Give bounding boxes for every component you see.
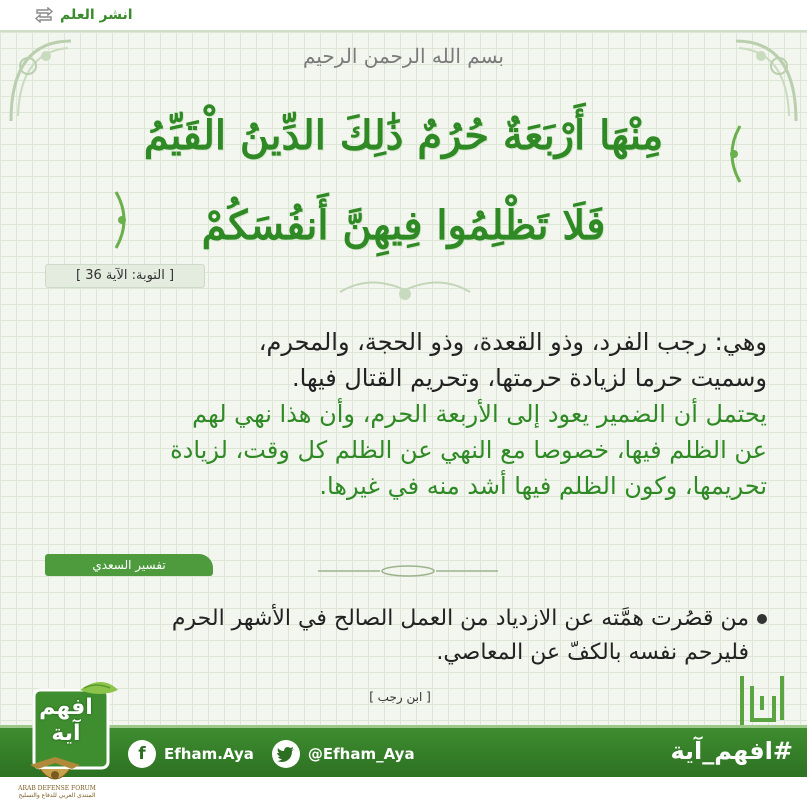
tafsir-line: تحريمها، وكون الظلم فيها أشد منه في غيرها. [319, 472, 767, 500]
share-icon [34, 7, 54, 23]
verse-bottom-ornament [330, 272, 480, 308]
verse-reference: [ التوبة: الآية 36 ] [45, 264, 205, 288]
brand-logo [38, 695, 94, 747]
ornament-divider [318, 564, 498, 578]
footer-bar [0, 725, 807, 780]
tafsir-line: عن الظلم فيها، خصوصا مع النهي عن الظلم كل وقت، لزيادة [170, 436, 767, 464]
watermark-line-2: المنتدى العربي للدفاع والتسليح [18, 792, 96, 799]
verse-card [0, 30, 807, 727]
bottom-strip [0, 777, 807, 807]
verse-line-2: فَلَا تَظْلِمُوا فِيهِنَّ أَنفُسَكُمْ [201, 202, 606, 249]
share-button[interactable] [34, 4, 133, 26]
social-links [128, 738, 425, 770]
facebook-icon[interactable]: f [128, 740, 156, 768]
facebook-handle[interactable]: Efham.Aya [164, 745, 254, 763]
brand-line-1: افهم [39, 695, 93, 720]
tafsir-text [40, 324, 767, 504]
tafsir-line: وهي: رجب الفرد، وذو القعدة، وذو الحجة، والمحرم، [258, 328, 767, 356]
twitter-icon[interactable] [272, 740, 300, 768]
verse-line-1: مِنْهَا أَرْبَعَةٌ حُرُمٌ ذَٰلِكَ الدِّينُ الْقَيِّمُ [143, 112, 664, 159]
brand-line-2: آية [51, 721, 81, 746]
forum-watermark-text [2, 785, 112, 799]
tafsir-source-badge: تفسير السعدي [45, 554, 213, 576]
quote-line: من قصُرت همَّته عن الازدياد من العمل الصالح في الأشهر الحرم [171, 606, 749, 631]
twitter-handle[interactable]: @Efham_Aya [307, 745, 415, 763]
share-label: انشر العلم [60, 7, 133, 23]
quote-reference: [ ابن رجب ] [369, 690, 431, 704]
tafsir-line: يحتمل أن الضمير يعود إلى الأربعة الحرم، وأن هذا نهي لهم [192, 400, 767, 428]
tafsir-line: وسميت حرما لزيادة حرمتها، وتحريم القتال فيها. [292, 364, 767, 392]
quote-text [60, 602, 767, 670]
watermark-line-1: ARAB DEFENSE FORUM [18, 785, 96, 792]
quote-line: فليرحم نفسه بالكفّ عن المعاصي. [436, 640, 749, 665]
basmala: بسم الله الرحمن الرحيم [302, 44, 504, 68]
forum-watermark-logo [0, 755, 110, 807]
bullet-icon [757, 614, 767, 624]
hashtag: #افهم_آية [670, 737, 793, 765]
